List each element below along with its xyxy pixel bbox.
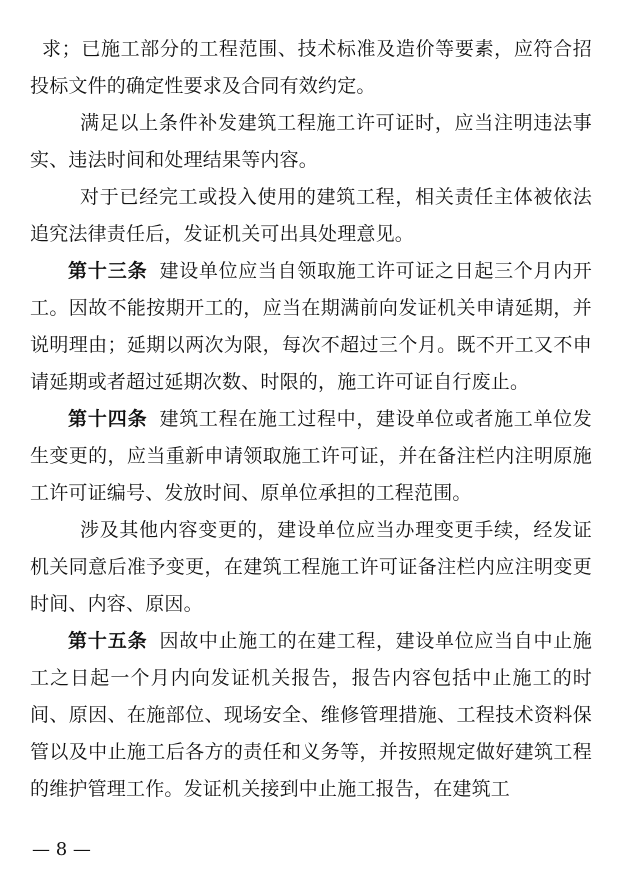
paragraph-1-text: 求；已施工部分的工程范围、技术标准及造价等要素，应符合招投标文件的确定性要求及合同有效约定。 (30, 38, 592, 97)
page-number: — 8 — (32, 839, 91, 860)
article-15-title: 第十五条 (68, 630, 148, 652)
paragraph-1 (30, 31, 592, 105)
article-13 (30, 253, 592, 401)
article-14-text: 建筑工程在施工过程中，建设单位或者施工单位发生变更的，应当重新申请领取施工许可证，并在备注栏内注明原施工许可证编号、发放时间、原单位承担的工程范围。 (30, 408, 592, 504)
paragraph-6 (30, 512, 592, 623)
article-14 (30, 401, 592, 512)
paragraph-2 (30, 105, 592, 179)
article-15-text: 因故中止施工的在建工程，建设单位应当自中止施工之日起一个月内向发证机关报告，报告内容包括中止施工的时间、原因、在施部位、现场安全、维修管理措施、工程技术资料保管以及中止施工后各方的责任和义务等，并按照规定做好建筑工程的维护管理工作。发证机关接到中止施工报告，在建筑工 (30, 630, 592, 800)
article-14-title: 第十四条 (68, 408, 148, 430)
document-body (30, 31, 592, 808)
article-15 (30, 623, 592, 808)
paragraph-3-text: 对于已经完工或投入使用的建筑工程，相关责任主体被依法追究法律责任后，发证机关可出具处理意见。 (30, 186, 592, 245)
article-13-title: 第十三条 (68, 260, 148, 282)
article-13-text: 建设单位应当自领取施工许可证之日起三个月内开工。因故不能按期开工的，应当在期满前向发证机关申请延期，并说明理由；延期以两次为限，每次不超过三个月。既不开工又不申请延期或者超过延期次数、时限的，施工许可证自行废止。 (30, 260, 592, 393)
paragraph-6-text: 涉及其他内容变更的，建设单位应当办理变更手续，经发证机关同意后准予变更，在建筑工程施工许可证备注栏内应注明变更时间、内容、原因。 (30, 519, 592, 615)
paragraph-2-text: 满足以上条件补发建筑工程施工许可证时，应当注明违法事实、违法时间和处理结果等内容。 (30, 112, 592, 171)
paragraph-3 (30, 179, 592, 253)
